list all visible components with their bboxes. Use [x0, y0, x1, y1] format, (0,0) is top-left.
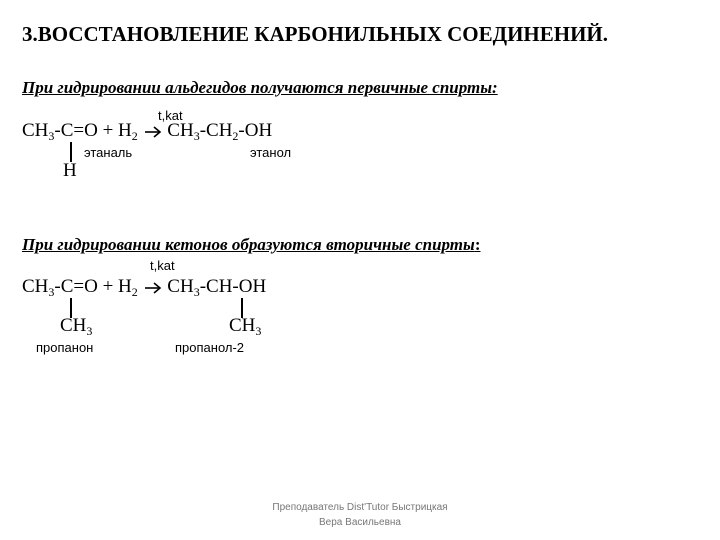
- section1-heading: При гидрировании альдегидов получаются первичные спирты:: [22, 78, 498, 97]
- reactant-rest: -C=O + H: [54, 276, 132, 297]
- reactant-rest: -C=O + H: [54, 120, 132, 141]
- product-ch: CH: [167, 276, 194, 297]
- section1-substituent: H: [63, 160, 77, 181]
- page-title: 3.ВОССТАНОВЛЕНИЕ КАРБОНИЛЬНЫХ СОЕДИНЕНИЙ.: [22, 22, 609, 46]
- product-subscript-2: 2: [232, 129, 239, 143]
- bond-line: [70, 142, 72, 162]
- reactant-ch: CH: [22, 120, 49, 141]
- section2-reactant-name: пропанон: [36, 340, 94, 355]
- product-rest: -CH-OH: [199, 276, 267, 297]
- section1-equation: [22, 120, 272, 142]
- section2-product-name: пропанол-2: [175, 340, 245, 355]
- arrow-right-icon: [143, 125, 163, 139]
- section2-heading: [22, 235, 481, 255]
- section2-substituent-left: [60, 315, 92, 337]
- section2-heading-colon: :: [474, 235, 481, 254]
- substituent-ch: CH: [60, 315, 87, 336]
- product-subscript-1: 3: [193, 129, 200, 143]
- footer-line-1: Преподаватель Dist'Tutor Быстрицкая: [272, 502, 448, 513]
- reactant-subscript: 3: [48, 129, 55, 143]
- reactant-ch: CH: [22, 276, 49, 297]
- section1-product-name: этанол: [250, 145, 292, 160]
- section2-equation: [22, 276, 266, 298]
- section1-condition: t,kat: [158, 108, 183, 123]
- h2-subscript: 2: [131, 285, 138, 299]
- substituent-ch: CH: [229, 315, 256, 336]
- arrow-right-icon: [143, 281, 163, 295]
- substituent-subscript: 3: [255, 324, 262, 338]
- footer-line-2: Вера Васильевна: [319, 517, 401, 528]
- product-ch: CH: [167, 120, 194, 141]
- substituent-subscript: 3: [86, 324, 93, 338]
- product-subscript-1: 3: [193, 285, 200, 299]
- section2-substituent-right: [229, 315, 261, 337]
- section2-condition: t,kat: [150, 258, 175, 273]
- product-mid: -CH: [199, 120, 233, 141]
- h2-subscript: 2: [131, 129, 138, 143]
- section2-heading-text: При гидрировании кетонов образуются вторичные спирты: [22, 235, 475, 254]
- reactant-subscript: 3: [48, 285, 55, 299]
- product-rest: -OH: [238, 120, 273, 141]
- footer-credit: [230, 500, 490, 530]
- section1-reactant-name: этаналь: [84, 145, 133, 160]
